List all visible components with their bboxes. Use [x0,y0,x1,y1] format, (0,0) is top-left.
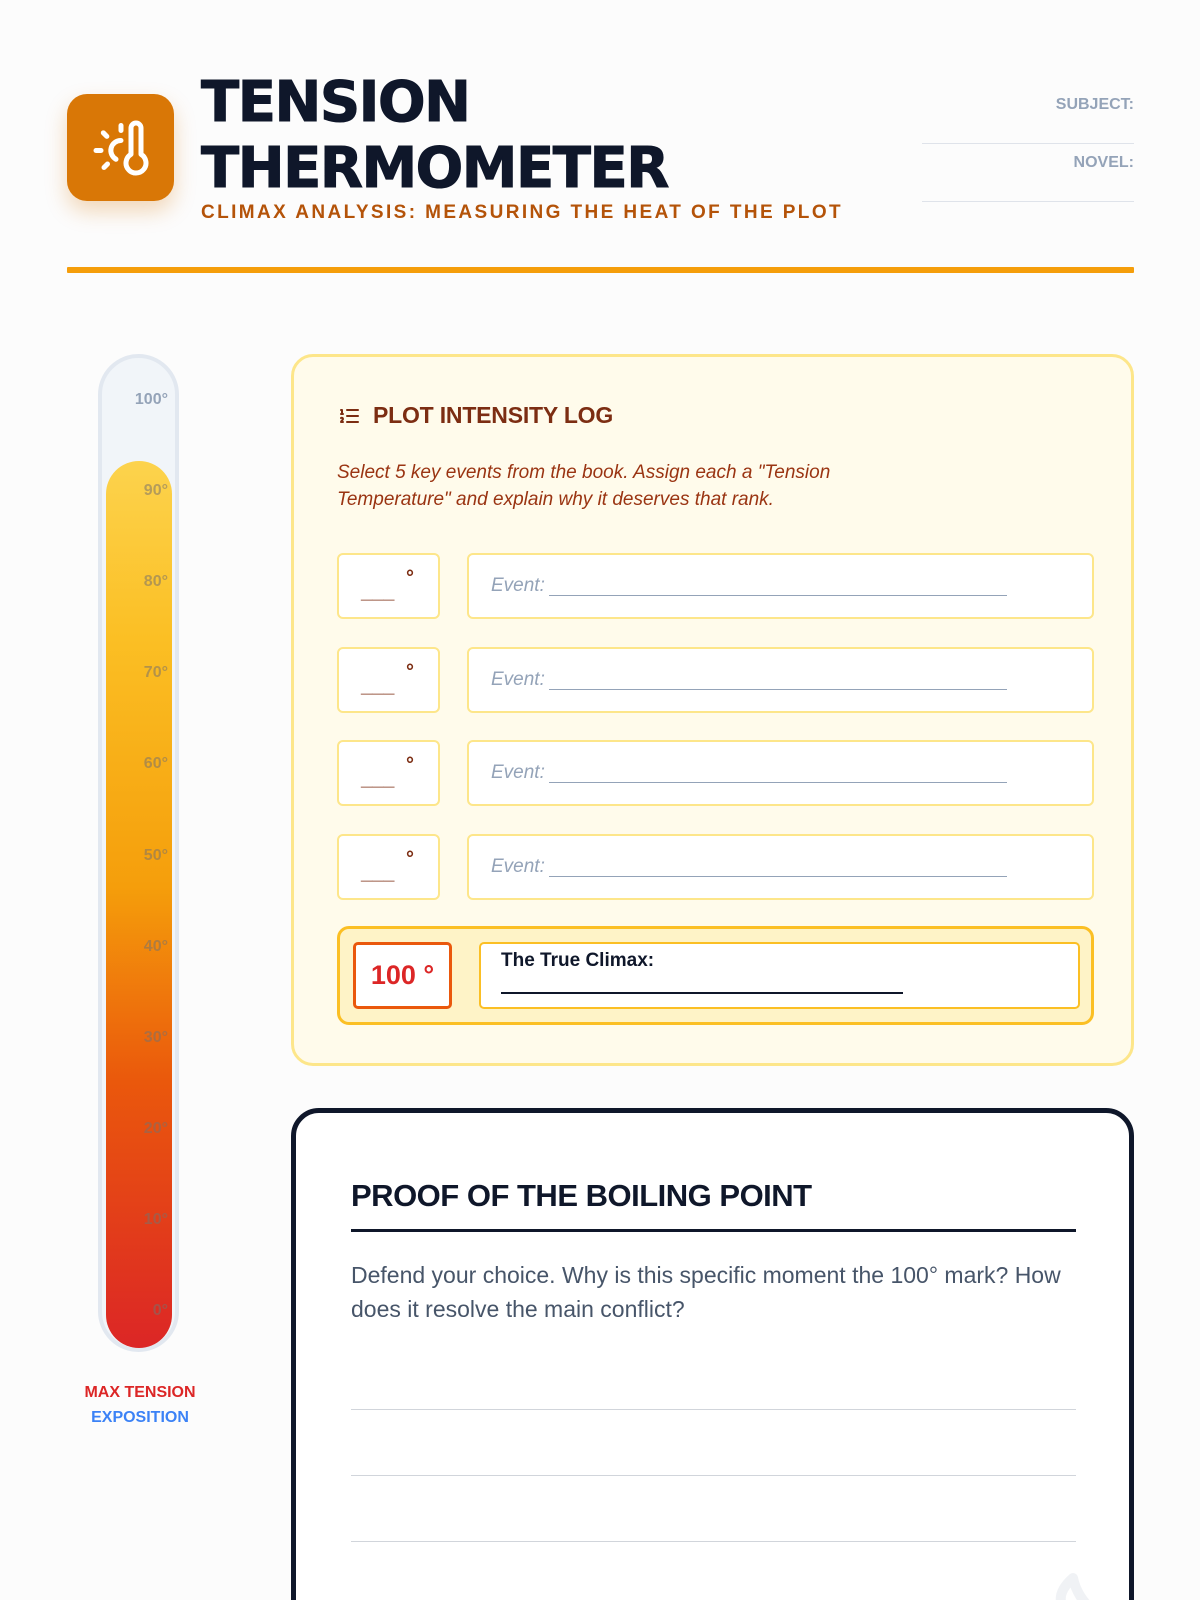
log-instructions: Select 5 key events from the book. Assign each a "Tension Temperature" and explain why it deserves that rank. [337,462,831,510]
thermometer-tick-label: 50° [143,846,168,864]
logo [67,94,174,201]
event-label: Event: [491,575,545,596]
log-header [337,402,613,429]
proof-prompt: Defend your choice. Why is this specific moment the 100° mark? How does it resolve the main conflict? [351,1262,1061,1322]
list-ordered-icon [337,404,361,428]
event-writing-line [549,876,1007,877]
degree-symbol: ° [406,754,414,776]
page-subtitle: CLIMAX ANALYSIS: MEASURING THE HEAT OF THE PLOT [201,202,843,223]
event-input[interactable] [467,834,1094,900]
event-label: Event: [491,856,545,877]
log-title: PLOT INTENSITY LOG [373,402,614,428]
thermometer-tick-label: 80° [143,573,168,591]
thermometer-sun-icon [91,118,151,178]
proof-card [291,1108,1134,1600]
thermometer-tick-label: 30° [143,1028,168,1046]
event-input[interactable] [467,647,1094,713]
thermometer-tick-label: 60° [143,755,168,773]
climax-row [337,926,1094,1025]
legend-exposition: EXPOSITION [91,1409,189,1426]
event-writing-line [549,595,1007,596]
flame-icon [1013,1553,1133,1600]
climax-temperature: 100 ° [353,942,452,1009]
novel-field[interactable] [922,144,1134,202]
climax-input[interactable] [479,942,1080,1009]
answer-line[interactable] [351,1409,1076,1410]
novel-label: NOVEL: [1073,154,1134,171]
temperature-input[interactable] [337,834,440,900]
answer-line[interactable] [351,1475,1076,1476]
event-input[interactable] [467,740,1094,806]
temperature-blank: ___ [361,768,395,790]
event-label: Event: [491,762,545,783]
header-divider [67,267,1134,273]
degree-symbol: ° [406,661,414,683]
log-row [337,647,1094,713]
degree-symbol: ° [406,848,414,870]
temperature-blank: ___ [361,862,395,884]
meta-fields [922,86,1134,202]
page-header [67,70,1134,270]
thermometer-tick-label: 20° [143,1119,168,1137]
climax-writing-line [501,992,903,994]
thermometer-tick-label: 0° [152,1302,168,1319]
legend-max-tension: MAX TENSION [84,1384,196,1401]
title-line-1: TENSION [201,70,470,135]
thermometer-tick-label: 90° [143,482,168,500]
page-title [201,70,668,202]
answer-line[interactable] [351,1541,1076,1542]
log-row [337,740,1094,806]
temperature-blank: ___ [361,581,395,603]
proof-title: PROOF OF THE BOILING POINT [351,1178,812,1213]
thermometer-tick-label: 10° [143,1210,168,1228]
event-label: Event: [491,669,545,690]
proof-title-rule [351,1229,1076,1232]
climax-label: The True Climax: [501,950,655,971]
temperature-input[interactable] [337,553,440,619]
log-row [337,834,1094,900]
thermometer-tick-label: 40° [143,937,168,955]
subject-label: SUBJECT: [1055,96,1134,113]
temperature-input[interactable] [337,647,440,713]
event-input[interactable] [467,553,1094,619]
event-writing-line [549,782,1007,783]
temperature-input[interactable] [337,740,440,806]
degree-symbol: ° [406,567,414,589]
log-row [337,553,1094,619]
event-writing-line [549,689,1007,690]
thermometer-tick-label: 100° [134,391,168,408]
thermometer-tick-label: 70° [143,664,168,682]
title-line-2: THERMOMETER [201,136,668,201]
plot-intensity-log [291,354,1134,1066]
subject-field[interactable] [922,86,1134,144]
temperature-blank: ___ [361,675,395,697]
